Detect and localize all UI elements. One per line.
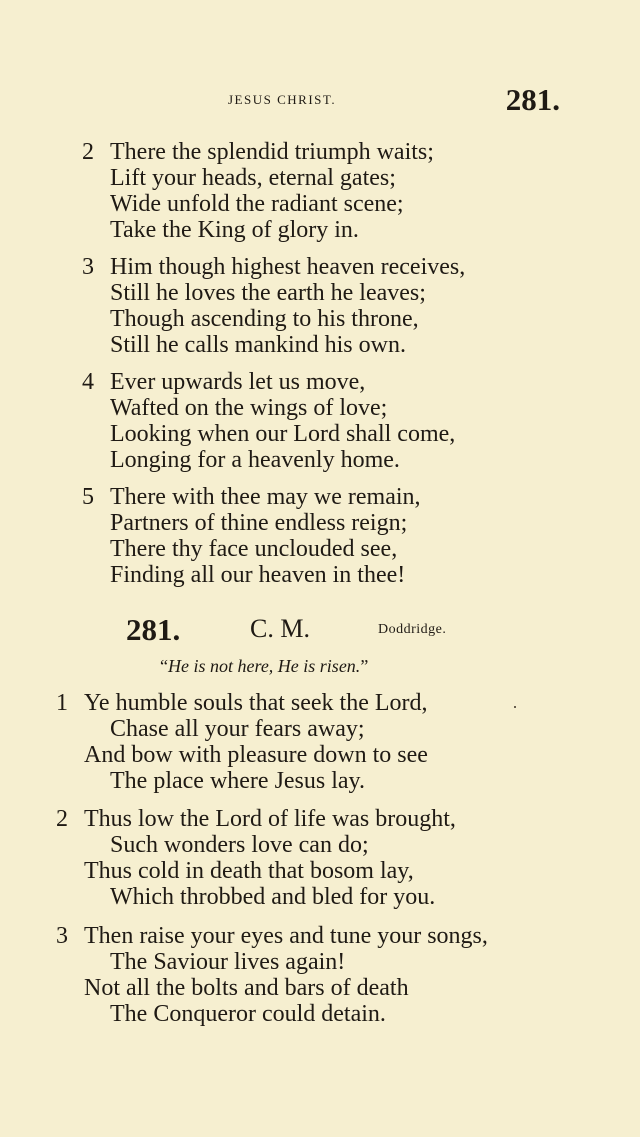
verse-line: Still he loves the earth he leaves; — [110, 280, 426, 306]
print-speck — [514, 706, 516, 708]
verse-line: Wide unfold the radiant scene; — [110, 191, 404, 217]
verse-line: Then raise your eyes and tune your songs, — [84, 923, 488, 949]
epigraph — [160, 656, 368, 677]
verse-line: There with thee may we remain, — [110, 484, 421, 510]
stanza-number: 5 — [82, 484, 94, 510]
hymn-header — [0, 612, 640, 652]
verse-line: Take the King of glory in. — [110, 217, 359, 243]
stanza-number: 3 — [56, 923, 68, 949]
verse-line: Thus cold in death that bosom lay, — [84, 858, 414, 884]
verse-line: The Conqueror could detain. — [110, 1001, 386, 1027]
verse-line: Him though highest heaven receives, — [110, 254, 466, 280]
verse-line: Still he calls mankind his own. — [110, 332, 406, 358]
page-number: 281. — [505, 82, 560, 117]
verse-line: There thy face unclouded see, — [110, 536, 398, 562]
verse-line: Though ascending to his throne, — [110, 306, 419, 332]
verse-line: Wafted on the wings of love; — [110, 395, 388, 421]
verse-line: Which throbbed and bled for you. — [110, 884, 436, 910]
verse-line: Partners of thine endless reign; — [110, 510, 408, 536]
verse-line: Longing for a heavenly home. — [110, 447, 400, 473]
verse-line: Such wonders love can do; — [110, 832, 369, 858]
verse-line: Ye humble souls that seek the Lord, — [84, 690, 428, 716]
stanza-number: 3 — [82, 254, 94, 280]
epigraph-close-quote: ” — [360, 656, 369, 676]
verse-line: Ever upwards let us move, — [110, 369, 366, 395]
verse-line: The place where Jesus lay. — [110, 768, 365, 794]
verse-line: Not all the bolts and bars of death — [84, 975, 409, 1001]
stanza-number: 2 — [82, 139, 94, 165]
stanza-number: 1 — [56, 690, 68, 716]
verse-line: Finding all our heaven in thee! — [110, 562, 406, 588]
verse-line: Looking when our Lord shall come, — [110, 421, 456, 447]
stanza-number: 4 — [82, 369, 94, 395]
hymn-number: 281. — [126, 612, 181, 647]
verse-line: Lift your heads, eternal gates; — [110, 165, 396, 191]
hymn-meter: C. M. — [250, 614, 310, 643]
epigraph-open-quote: “ — [160, 656, 168, 676]
running-head: JESUS CHRIST. — [228, 92, 337, 107]
verse-line: There the splendid triumph waits; — [110, 139, 434, 165]
verse-line: The Saviour lives again! — [110, 949, 346, 975]
verse-line: Thus low the Lord of life was brought, — [84, 806, 456, 832]
stanza-number: 2 — [56, 806, 68, 832]
verse-line: Chase all your fears away; — [110, 716, 365, 742]
epigraph-text: He is not here, He is risen. — [168, 656, 361, 676]
verse-line: And bow with pleasure down to see — [84, 742, 428, 768]
hymn-author: Doddridge. — [378, 622, 447, 637]
